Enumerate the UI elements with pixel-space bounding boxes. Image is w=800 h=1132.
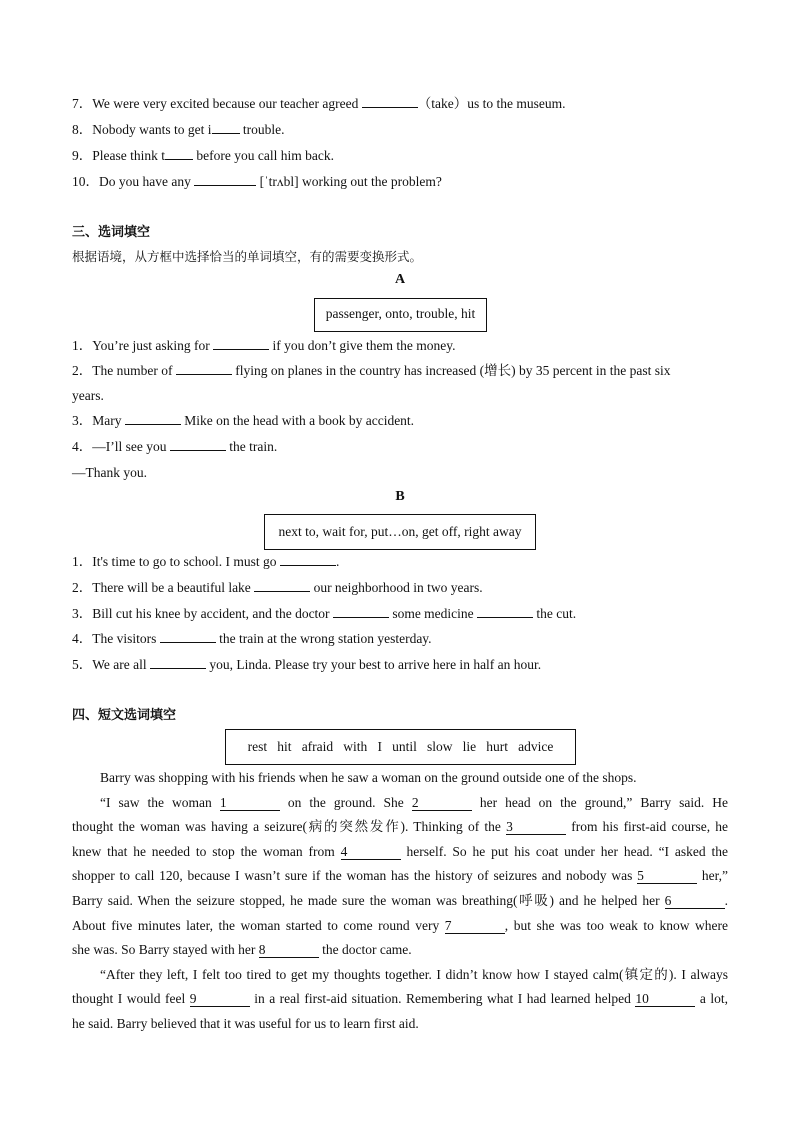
- blank-3[interactable]: 3: [506, 820, 566, 835]
- part-a-question-4-reply: —Thank you.: [72, 465, 147, 480]
- answer-blank[interactable]: [194, 173, 256, 186]
- passage-line: About five minutes later, the woman started to come round very 7 , but she was too weak to know where: [72, 917, 728, 933]
- question-8: 8．Nobody wants to get i trouble.: [72, 122, 285, 137]
- answer-blank[interactable]: [160, 630, 216, 643]
- part-a-question-1: 1．You’re just asking for if you don’t give them the money.: [72, 338, 456, 353]
- answer-blank[interactable]: [362, 95, 418, 108]
- answer-blank[interactable]: [333, 605, 389, 618]
- answer-blank[interactable]: [477, 605, 533, 618]
- blank-6[interactable]: 6: [665, 894, 725, 909]
- answer-blank[interactable]: [213, 337, 269, 350]
- part-a-question-2-continued: years.: [72, 388, 104, 403]
- passage-line: “After they left, I felt too tired to get my thoughts together. I didn’t know how I stayed calm(镇定的). I always: [100, 966, 728, 982]
- part-b-question-4: 4．The visitors the train at the wrong station yesterday.: [72, 631, 432, 646]
- part-a-question-3: 3．Mary Mike on the head with a book by accident.: [72, 413, 415, 428]
- passage-line: she was. So Barry stayed with her 8 the doctor came.: [72, 942, 412, 958]
- question-9: 9．Please think t before you call him back.: [72, 148, 334, 163]
- part-b-question-5: 5．We are all you, Linda. Please try your best to arrive here in half an hour.: [72, 657, 542, 672]
- blank-4[interactable]: 4: [341, 845, 401, 860]
- blank-10[interactable]: 10: [635, 992, 695, 1007]
- section-3-heading: 三、选词填空: [72, 225, 151, 240]
- part-b-question-1: 1．It's time to go to school. I must go .: [72, 554, 340, 569]
- part-a-word-box: passenger, onto, trouble, hit: [314, 298, 487, 332]
- passage-line: thought I would feel 9 in a real first-aid situation. Remembering what I had learned helped 10 a lot,: [72, 991, 728, 1007]
- part-a-label: A: [394, 272, 406, 287]
- section-3-instruction: 根据语境，从方框中选择恰当的单词填空，有的需要变换形式。: [72, 249, 423, 264]
- answer-blank[interactable]: [254, 579, 310, 592]
- question-7: 7．We were very excited because our teacher agreed （take）us to the museum.: [72, 96, 566, 111]
- passage-line: Barry said. When the seizure stopped, he made sure the woman was breathing(呼吸) and he helped her 6 .: [72, 892, 728, 908]
- answer-blank[interactable]: [212, 121, 240, 134]
- blank-7[interactable]: 7: [445, 919, 505, 934]
- answer-blank[interactable]: [150, 656, 206, 669]
- answer-blank[interactable]: [176, 362, 232, 375]
- answer-blank[interactable]: [280, 553, 336, 566]
- answer-blank[interactable]: [165, 147, 193, 160]
- part-a-question-2: 2．The number of flying on planes in the country has increased (增长) by 35 percent in the past six: [72, 363, 671, 378]
- passage-line: knew that he needed to stop the woman from 4 herself. So he put his coat under her head. “I asked the: [72, 843, 728, 859]
- section-4-heading: 四、短文选词填空: [72, 708, 177, 723]
- blank-5[interactable]: 5: [637, 869, 697, 884]
- blank-1[interactable]: 1: [220, 796, 280, 811]
- passage-line: “I saw the woman 1 on the ground. She 2 her head on the ground,” Barry said. He: [100, 794, 728, 810]
- part-b-label: B: [395, 489, 405, 504]
- section-4-word-box: rest hit afraid with I until slow lie hurt advice: [225, 729, 576, 765]
- part-a-question-4: 4．—I’ll see you the train.: [72, 439, 278, 454]
- passage-line: he said. Barry believed that it was useful for us to learn first aid.: [72, 1015, 419, 1031]
- part-b-word-box: next to, wait for, put…on, get off, right away: [264, 514, 536, 550]
- part-b-question-2: 2．There will be a beautiful lake our neighborhood in two years.: [72, 580, 483, 595]
- blank-9[interactable]: 9: [190, 992, 250, 1007]
- passage-line: Barry was shopping with his friends when he saw a woman on the ground outside one of the shops.: [100, 770, 637, 785]
- passage-line: thought the woman was having a seizure(病的突然发作). Thinking of the 3 from his first-aid course, he: [72, 819, 728, 835]
- passage: [72, 766, 728, 1037]
- passage-line: shopper to call 120, because I wasn’t sure if the woman has the history of seizures and nobody was 5 her,”: [72, 868, 728, 884]
- answer-blank[interactable]: [170, 438, 226, 451]
- answer-blank[interactable]: [125, 412, 181, 425]
- blank-2[interactable]: 2: [412, 796, 472, 811]
- question-10: 10．Do you have any [ˈtrʌbl] working out the problem?: [72, 174, 442, 189]
- blank-8[interactable]: 8: [259, 943, 319, 958]
- part-b-question-3: 3．Bill cut his knee by accident, and the doctor some medicine the cut.: [72, 606, 577, 621]
